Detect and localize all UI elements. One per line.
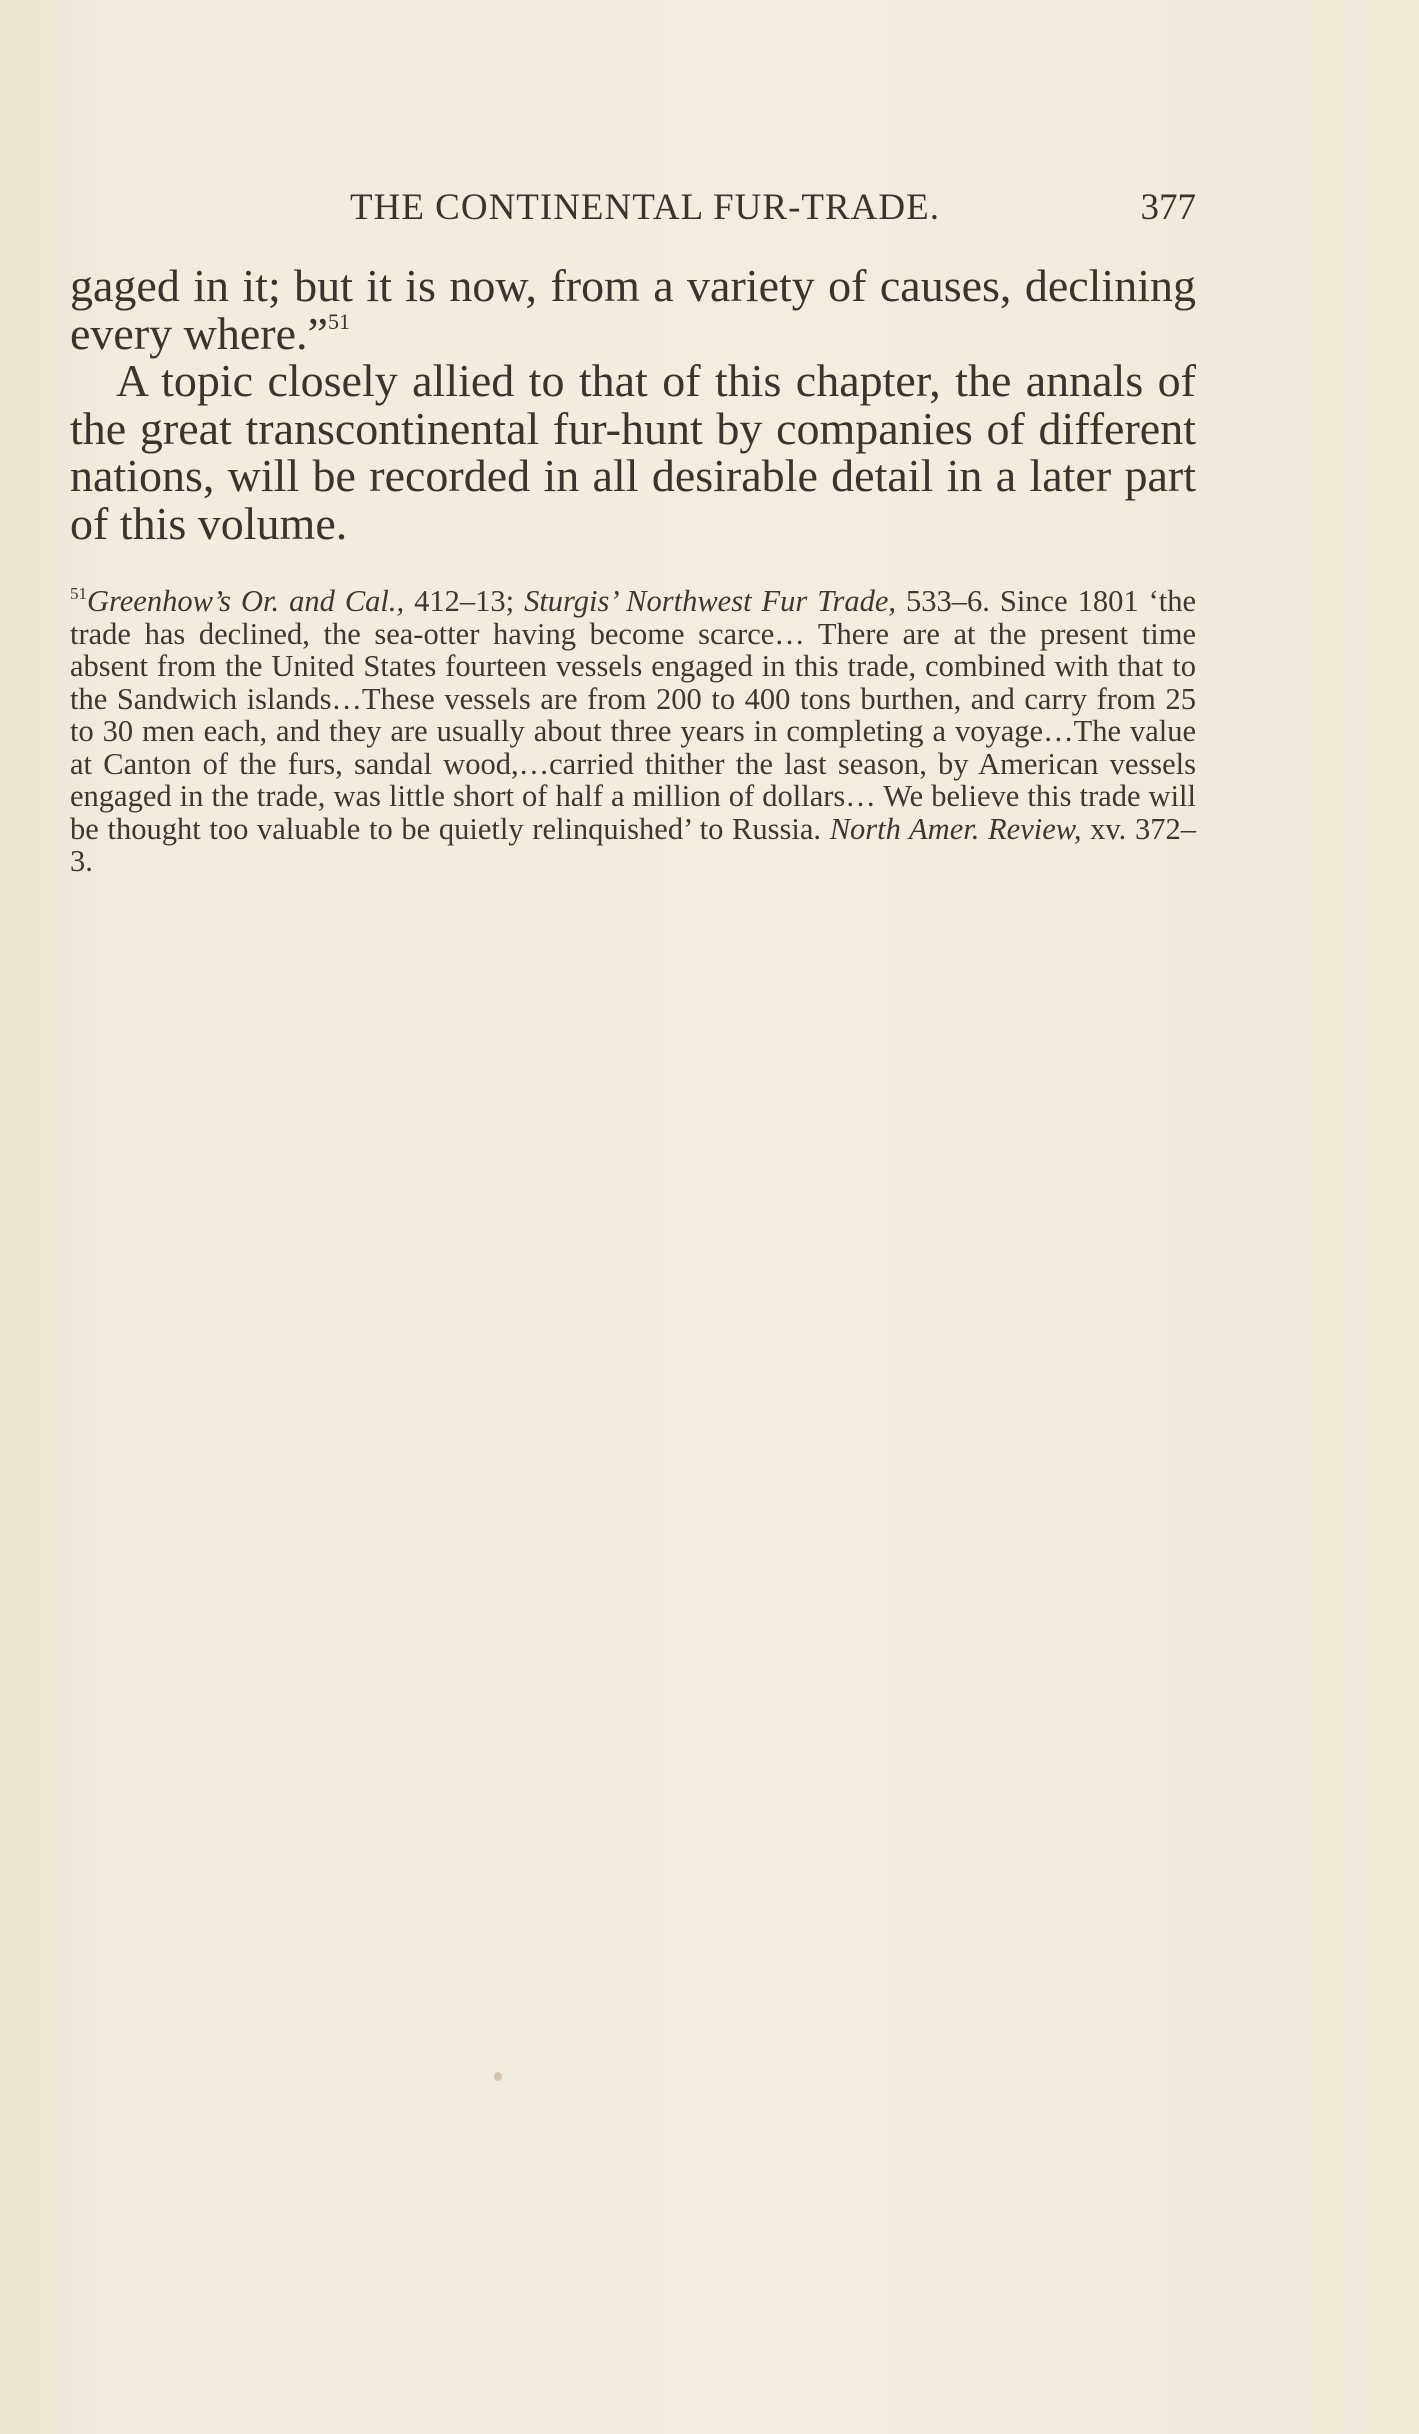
page-number: 377 <box>1140 187 1196 228</box>
body-text <box>70 262 1196 547</box>
footnotes <box>70 585 1196 878</box>
footnote-quotation: Since 1801 ‘the trade has declined, the sea-otter having become scarce… There are at the present time absent from the United States fourteen vessels engaged in this trade, combined with that to the Sandwich islands…These vessels are from 200 to 400 tons burthen, and carry from 25 to 30 men each, and they are usually about three years in completing a voyage…The value at Canton of the furs, sandal wood,…carried thither the last season, by American vessels engaged in the trade, was little short of half a million of dollars… We believe this trade will be thought too valuable to be quietly relinquished’ to Russia. <box>70 584 1196 846</box>
footnote-source-greenhow: Greenhow’s Or. and Cal., <box>87 584 405 618</box>
paragraph-continued-text: gaged in it; but it is now, from a variety of causes, declining every where.” <box>70 260 1196 359</box>
footnote-source-greenhow-pages: 412–13; <box>404 584 525 618</box>
footnote-source-sturgis: Sturgis’ Northwest Fur Trade, <box>524 584 897 618</box>
paragraph-continued <box>70 262 1196 357</box>
footnote-51 <box>70 585 1196 878</box>
running-title: THE CONTINENTAL FUR-TRADE. <box>350 187 940 228</box>
footnote-source-sturgis-pages: 533–6. <box>896 584 1000 618</box>
footnote-reference: 51 <box>327 308 350 334</box>
footnote-number: 51 <box>70 584 87 603</box>
paper-speck <box>494 2072 502 2081</box>
paragraph-topic: A topic closely allied to that of this chapter, the annals of the great transcontinental fur-hunt by companies of different nations, will be recorded in all desirable detail in a later part of this volume. <box>70 355 1196 549</box>
running-head <box>70 186 1196 234</box>
footnote-source-review-pages: xv. 372–3. <box>70 811 1196 878</box>
footnote-source-review: North Amer. Review, <box>829 811 1082 846</box>
